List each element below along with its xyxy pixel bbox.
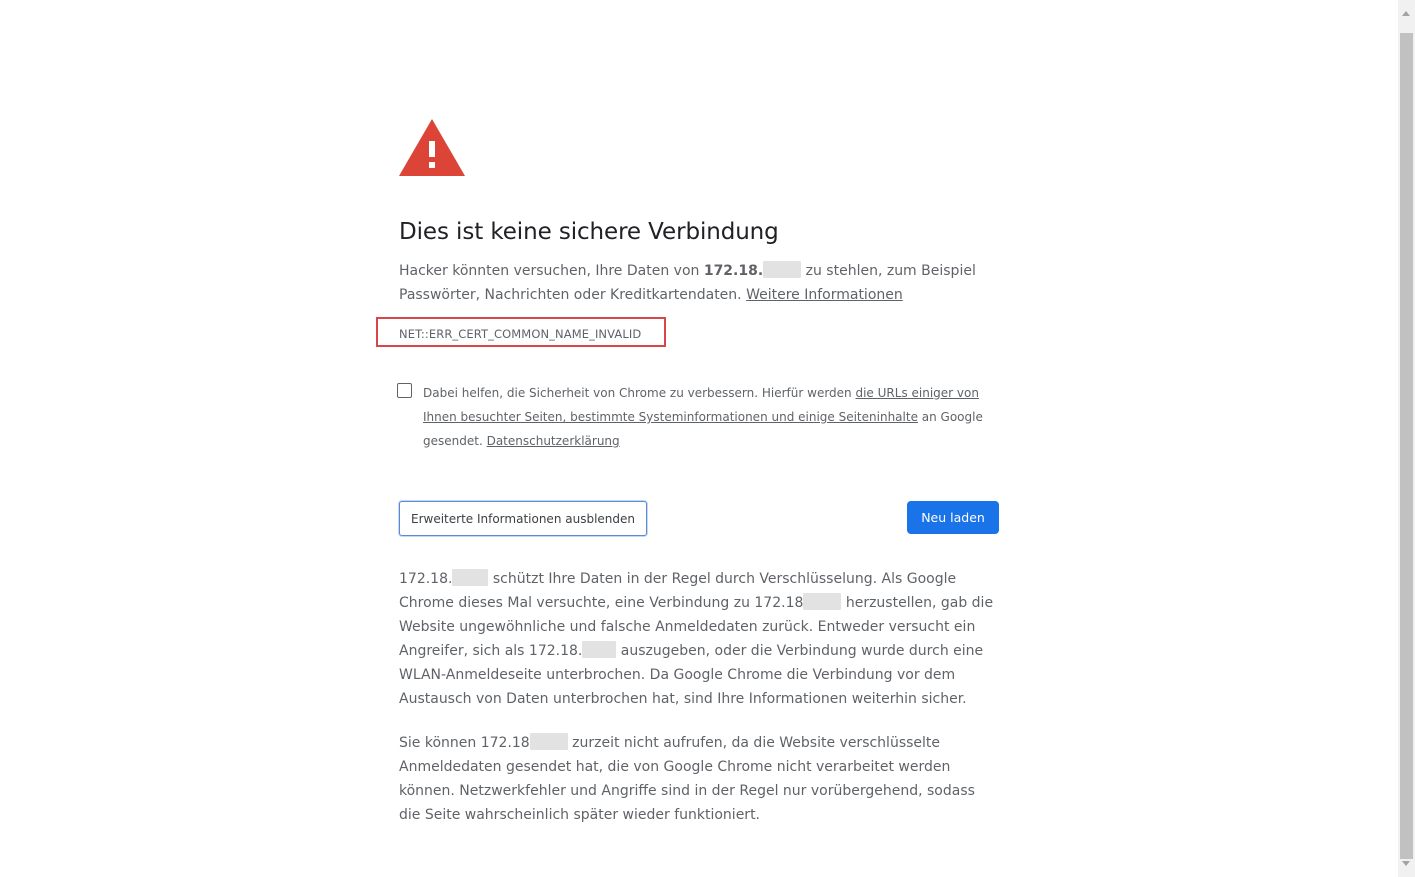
safe-browsing-optin (397, 381, 997, 453)
redacted-block (803, 593, 841, 610)
details-text: zurzeit nicht aufrufen, da die Website verschlüsselte Anmeldedaten gesendet hat, die von Google Chrome nicht verarbeitet werden können. Netzwerkfehler und Angriffe sind in der Regel nur vorübergehend, sodass die Seite wahrscheinlich später wieder funktioniert. (399, 735, 975, 823)
host-name: 172.18 (754, 595, 804, 611)
optin-urls-link[interactable]: die URLs einiger von Ihnen besuchter Seiten, bestimmte Systeminformationen und einige Seiteninhalte (423, 386, 979, 424)
error-code: NET::ERR_CERT_COMMON_NAME_INVALID (399, 327, 642, 341)
warning-triangle-icon (399, 119, 465, 176)
host-name: 172.18 (480, 735, 530, 751)
main-message (399, 259, 999, 307)
host-name: 172.18. (528, 643, 583, 659)
redacted-block (763, 261, 801, 278)
optin-text-part: Dabei helfen, die Sicherheit von Chrome zu verbessern. Hierfür werden (423, 386, 856, 400)
scroll-up-arrow-icon[interactable] (1402, 11, 1410, 16)
details-paragraph (399, 567, 999, 711)
main-message-text: zu stehlen, zum Beispiel Passwörter, Nachrichten oder Kreditkartendaten. (399, 263, 976, 303)
hide-advanced-button[interactable]: Erweiterte Informationen ausblenden (399, 501, 647, 536)
details-text: herzustellen, gab die Website ungewöhnliche und falsche Anmeldedaten zurück. Entweder versucht ein Angreifer, sich als (399, 595, 994, 659)
host-name: 172.18. (399, 571, 453, 587)
details-text: schützt Ihre Daten in der Regel durch Verschlüsselung. Als Google Chrome dieses Mal versuchte, eine Verbindung zu (399, 571, 957, 611)
privacy-policy-link[interactable]: Datenschutzerklärung (486, 434, 620, 448)
details-paragraph (399, 731, 999, 827)
redacted-block (582, 641, 616, 658)
scroll-down-arrow-icon[interactable] (1402, 861, 1410, 866)
main-message-text: Hacker könnten versuchen, Ihre Daten von (399, 263, 704, 279)
vertical-scrollbar[interactable] (1398, 0, 1415, 877)
main-content (399, 119, 999, 823)
redacted-block (452, 569, 488, 586)
learn-more-link[interactable]: Weitere Informationen (746, 287, 903, 303)
host-name: 172.18. (703, 263, 764, 279)
details-text: auszugeben, oder die Verbindung wurde durch eine WLAN-Anmeldeseite unterbrochen. Da Google Chrome die Verbindung vor dem Austausch von Daten unterbrochen hat, sind Ihre Informationen weiterhin sicher. (399, 643, 984, 707)
advanced-details (399, 567, 999, 847)
reload-button[interactable]: Neu laden (907, 501, 999, 534)
scrollbar-thumb[interactable] (1400, 33, 1413, 859)
optin-text (423, 381, 997, 453)
page-title: Dies ist keine sichere Verbindung (399, 219, 779, 245)
redacted-block (530, 733, 568, 750)
optin-checkbox[interactable] (397, 383, 412, 398)
optin-text-part: an Google gesendet. (423, 410, 983, 448)
details-text: Sie können (399, 735, 481, 751)
